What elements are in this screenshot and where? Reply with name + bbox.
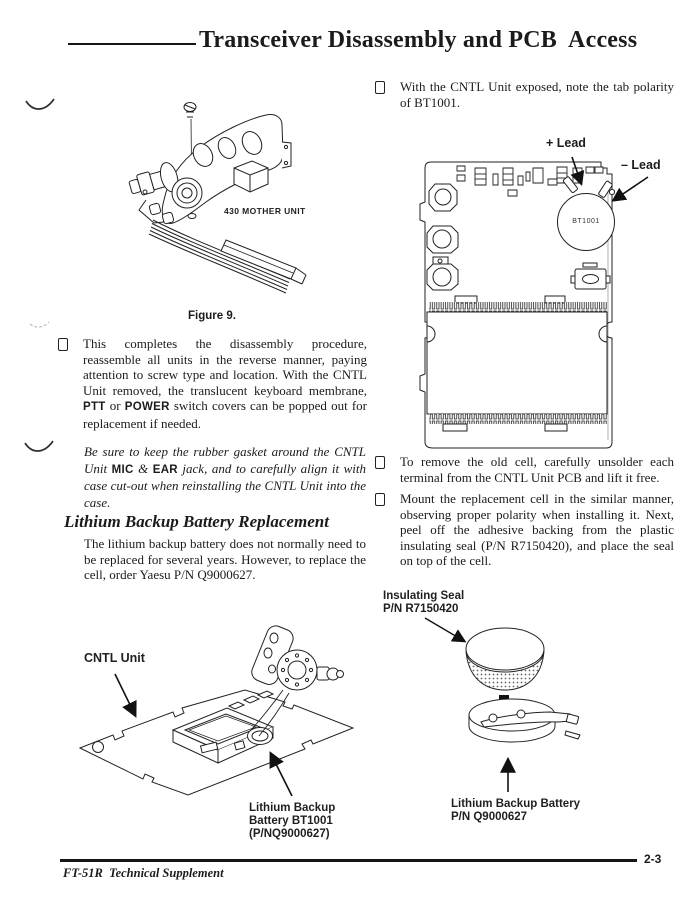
caution-note xyxy=(84,444,366,511)
bullet-item xyxy=(374,491,674,569)
label-line: P/N Q9000627 xyxy=(451,811,528,823)
ear-jack-word: EAR xyxy=(152,463,178,476)
bullet-text-segment: switch covers can be popped out for replacement if needed. xyxy=(83,398,367,431)
label-line: Lithium Backup Battery xyxy=(451,798,581,810)
bullet-item xyxy=(374,454,674,485)
label-line: Insulating Seal xyxy=(383,590,465,602)
power-button-word: POWER xyxy=(124,401,170,413)
label-line: Battery BT1001 xyxy=(249,815,333,827)
scan-mark xyxy=(24,96,56,116)
bullet-text: Mount the replacement cell in the similar manner, observing proper polarity when installing it. Next, peel off the adhesive backing from the plastic insulating seal (P/N R7150420), and place the seal on top of the cell. xyxy=(400,491,674,568)
label-line: (P/NQ9000627) xyxy=(249,828,330,840)
section-intro: The lithium backup battery does not normally need to be replaced for several years. However, to replace the cell, order Yaesu P/N Q9000627. xyxy=(84,536,366,582)
label-line: Lithium Backup xyxy=(249,802,336,814)
note-segment: jack, and to carefully align it with case cut-out when reinstalling the CNTL Unit into the case. xyxy=(84,460,366,510)
page-number: 2-3 xyxy=(644,852,662,866)
note-segment: Be sure to keep the rubber gasket around the CNTL Unit xyxy=(84,444,366,476)
checkbox-bullet-icon xyxy=(375,493,385,506)
bullet-text-segment: or xyxy=(105,398,125,413)
lithium-battery-label xyxy=(451,798,580,824)
figure9-drawing xyxy=(98,92,360,310)
bullet-item xyxy=(57,336,367,431)
bullet-item xyxy=(374,79,674,110)
battery-callout-label xyxy=(249,802,335,841)
cntl-unit-label: CNTL Unit xyxy=(84,651,145,665)
minus-lead-label: – Lead xyxy=(621,158,661,172)
insulating-seal-label xyxy=(383,590,464,616)
pcb-figure-drawing xyxy=(405,130,690,465)
checkbox-bullet-icon xyxy=(58,338,68,351)
section-heading: Lithium Backup Battery Replacement xyxy=(64,512,329,531)
scan-mark xyxy=(29,320,51,332)
checkbox-bullet-icon xyxy=(375,81,385,94)
note-segment: & xyxy=(133,460,153,476)
insulating-seal-drawing xyxy=(380,585,690,830)
mother-unit-label: 430 MOTHER UNIT xyxy=(224,206,306,216)
scan-mark xyxy=(23,438,55,458)
checkbox-bullet-icon xyxy=(375,456,385,469)
figure9-caption: Figure 9. xyxy=(188,310,236,322)
label-line: P/N R7150420 xyxy=(383,603,459,615)
footer-rule xyxy=(60,859,637,862)
plus-lead-label: + Lead xyxy=(546,136,586,150)
footer-doc-title: FT-51R Technical Supplement xyxy=(63,866,224,880)
page-title: Transceiver Disassembly and PCB Access xyxy=(199,27,638,53)
battery-ref-label: BT1001 xyxy=(572,218,600,225)
mic-jack-word: MIC xyxy=(111,463,134,476)
bullet-text xyxy=(83,336,367,431)
ptt-button-word: PTT xyxy=(83,401,106,413)
bullet-text: With the CNTL Unit exposed, note the tab polarity of BT1001. xyxy=(400,79,674,110)
bullet-text-segment: This completes the disassembly procedure, reassemble all units in the reverse manner, paying attention to screw type and location. With the CNTL Unit removed, the translucent keyboard membrane, xyxy=(83,336,367,398)
bullet-text: To remove the old cell, carefully unsolder each terminal from the CNTL Unit PCB and lift it free. xyxy=(400,454,674,485)
header-rule xyxy=(68,43,196,45)
